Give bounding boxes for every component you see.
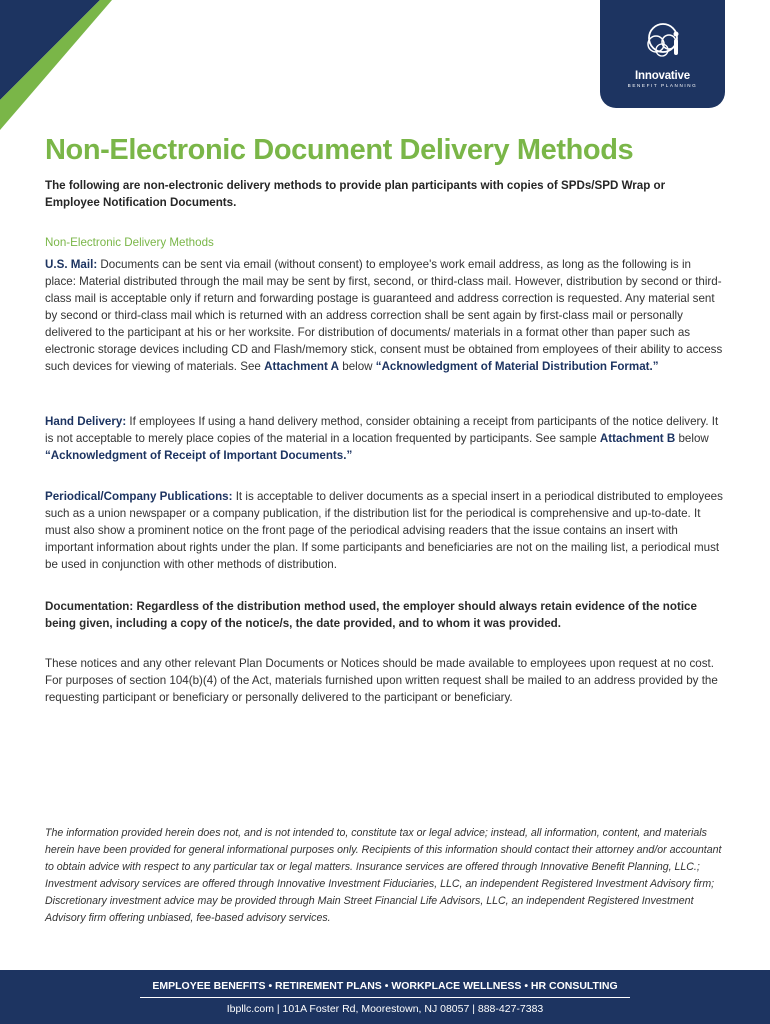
periodical-paragraph	[45, 488, 725, 573]
disclaimer: The information provided herein does not, and is not intended to, constitute tax or legal advice; instead, all information, content, and materials herein have been provided for general informational purposes only. Recipients of this information should contact their attorney and/or accountant to obtain advice with respect to any particular tax or legal matters. Insurance services are offered through Innovative Benefit Planning, LLC.; Investment advisory services are offered through Innovative Investment Fiduciaries, LLC, an independent Registered Investment Advisory firm; Discretionary investment advice may be provided through Main Street Financial Life Advisors, LLC, an independent Registered Investment Advisory firm offering unbiased, fee-based advisory services.	[45, 827, 722, 924]
attachment-b-ref: Attachment B	[599, 432, 676, 445]
page-title: Non-Electronic Document Delivery Methods	[45, 134, 634, 166]
footer-services: EMPLOYEE BENEFITS • RETIREMENT PLANS • WORKPLACE WELLNESS • HR CONSULTING	[140, 980, 630, 998]
section-label: Non-Electronic Delivery Methods	[45, 236, 214, 249]
hand-delivery-paragraph	[45, 413, 725, 464]
attachment-a-ref: Attachment A	[264, 360, 340, 373]
footer	[0, 970, 770, 1024]
footer-contact: Ibpllc.com | 101A Foster Rd, Moorestown, NJ 08057 | 888-427-7383	[226, 1003, 544, 1015]
logo-tagline: BENEFIT PLANNING	[627, 83, 698, 88]
us-mail-text-2: below	[339, 360, 376, 373]
hand-delivery-text: If employees If using a hand delivery method, consider obtaining a receipt from participants of the notice delivery. It is not acceptable to merely place copies of the material in a location frequented by participants. See sample	[45, 415, 719, 445]
us-mail-label: U.S. Mail:	[45, 258, 98, 271]
periodical-text: It is acceptable to deliver documents as a special insert in a periodical distributed to employees such as a union newspaper or a company publication, if the distribution list for the periodical is comprehensive and up-to-date. It must also show a prominent notice on the front page of the periodical advising readers that the issue contains an insert with important information about rights under the plan. If some participants and beneficiaries are not on the mailing list, a periodical must be used in conjunction with other methods of distribution.	[45, 490, 723, 571]
logo-mark-icon	[640, 20, 686, 66]
periodical-label: Periodical/Company Publications:	[45, 490, 233, 503]
documentation-paragraph: Documentation: Regardless of the distribution method used, the employer should always retain evidence of the notice being given, including a copy of the notice/s, the date provided, and to whom it was provided.	[45, 600, 697, 630]
attachment-b-title: “Acknowledgment of Receipt of Important Documents.”	[45, 449, 353, 462]
logo-name: Innovative	[635, 70, 690, 82]
hand-delivery-label: Hand Delivery:	[45, 415, 127, 428]
us-mail-paragraph	[45, 256, 725, 375]
us-mail-text: Documents can be sent via email (without consent) to employee's work email address, as long as the following is in place: Material distributed through the mail may be sent by first, second, or third-class mail. However, distribution by second or third-class mail is acceptable only if return and forwarding postage is guaranteed and address correction is requested. Any material sent by second or third-class mail which is returned with an address correction shall be sent again by first-class mail or personally delivered to the participant at his or her worksite. For distribution of documents/ materials in a format other than paper such as electronic storage devices including CD and Flash/memory stick, consent must be obtained from employees of their ability to access such devices for viewing of materials. See	[45, 258, 723, 373]
notices-paragraph: These notices and any other relevant Plan Documents or Notices should be made available to employees upon request at no cost. For purposes of section 104(b)(4) of the Act, materials furnished upon written request shall be mailed to an address provided by the requesting participant or beneficiary or personally delivered to the participant or beneficiary.	[45, 657, 718, 704]
attachment-a-title: “Acknowledgment of Material Distribution Format.”	[375, 360, 659, 373]
intro-text: The following are non-electronic delivery methods to provide plan participants with copies of SPDs/SPD Wrap or Employee Notification Documents.	[45, 179, 666, 209]
corner-decoration	[0, 0, 130, 130]
hand-delivery-text-2: below	[675, 432, 709, 445]
logo	[600, 0, 725, 108]
